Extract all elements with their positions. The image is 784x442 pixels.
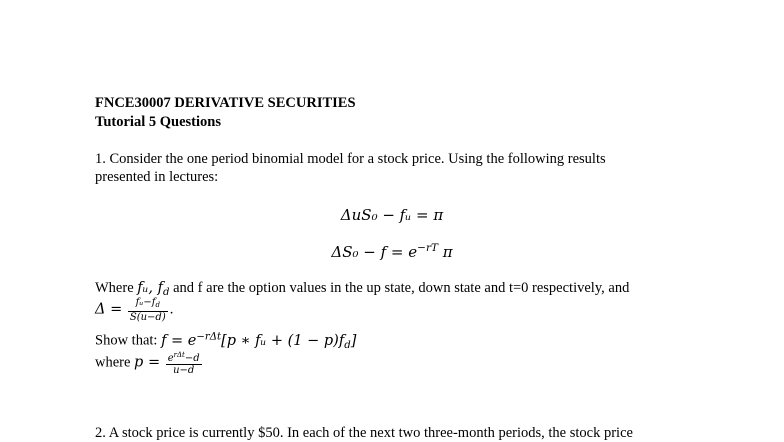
where-p-line	[95, 350, 204, 376]
p-denominator: u−d	[173, 364, 195, 376]
p-fraction	[166, 350, 202, 376]
show-rhs-subscript: d	[344, 339, 351, 351]
show-close-bracket: ]	[350, 332, 357, 349]
question-2-line-1: 2. A stock price is currently $50. In each of the next two three-month periods, the stock price	[95, 425, 633, 441]
show-exponent: −rΔt	[196, 331, 222, 342]
where-p-lhs: p =	[134, 354, 161, 371]
delta-definition	[95, 297, 173, 323]
show-label: Show that:	[95, 332, 158, 349]
equation-2	[0, 239, 784, 261]
delta-numerator-subscript: d	[155, 301, 160, 310]
where-line	[95, 280, 629, 301]
show-equation	[161, 333, 356, 349]
show-rhs: [p ∗ fᵤ + (1 − p)f	[221, 332, 345, 349]
show-lhs: f = e	[161, 332, 197, 349]
where-p-label: where	[95, 354, 131, 371]
where-label: Where	[95, 280, 134, 296]
where-fu-fd	[137, 280, 170, 299]
delta-numerator	[128, 297, 168, 312]
delta-denominator: S(u−d)	[129, 312, 166, 324]
where-description: and f are the option values in the up state, down state and t=0 respectively, and	[173, 280, 630, 296]
p-numerator-exponent: rΔt	[173, 351, 185, 359]
p-numerator	[166, 350, 202, 365]
delta-lhs: Δ =	[95, 301, 123, 318]
delta-fraction	[128, 297, 168, 323]
question-1-line-1: 1. Consider the one period binomial model for a stock price. Using the following results	[95, 151, 606, 167]
tutorial-title: Tutorial 5 Questions	[95, 114, 221, 130]
equation-2-left: ΔS₀ − f = e	[331, 242, 418, 261]
equation-1: ΔuS₀ − fᵤ = π	[340, 206, 444, 224]
delta-period: .	[169, 301, 174, 318]
where-fd-subscript: d	[163, 287, 170, 299]
p-numerator-base: e	[167, 352, 174, 364]
p-numerator-tail: −d	[184, 352, 200, 364]
equation-2-exponent: −rT	[417, 242, 438, 254]
question-1-line-2: presented in lectures:	[95, 169, 219, 185]
equation-2-right: π	[442, 242, 453, 261]
delta-numerator-text: fᵤ−f	[135, 297, 156, 308]
course-title: FNCE30007 DERIVATIVE SECURITIES	[95, 95, 356, 111]
where-fu: fᵤ, f	[137, 280, 164, 296]
